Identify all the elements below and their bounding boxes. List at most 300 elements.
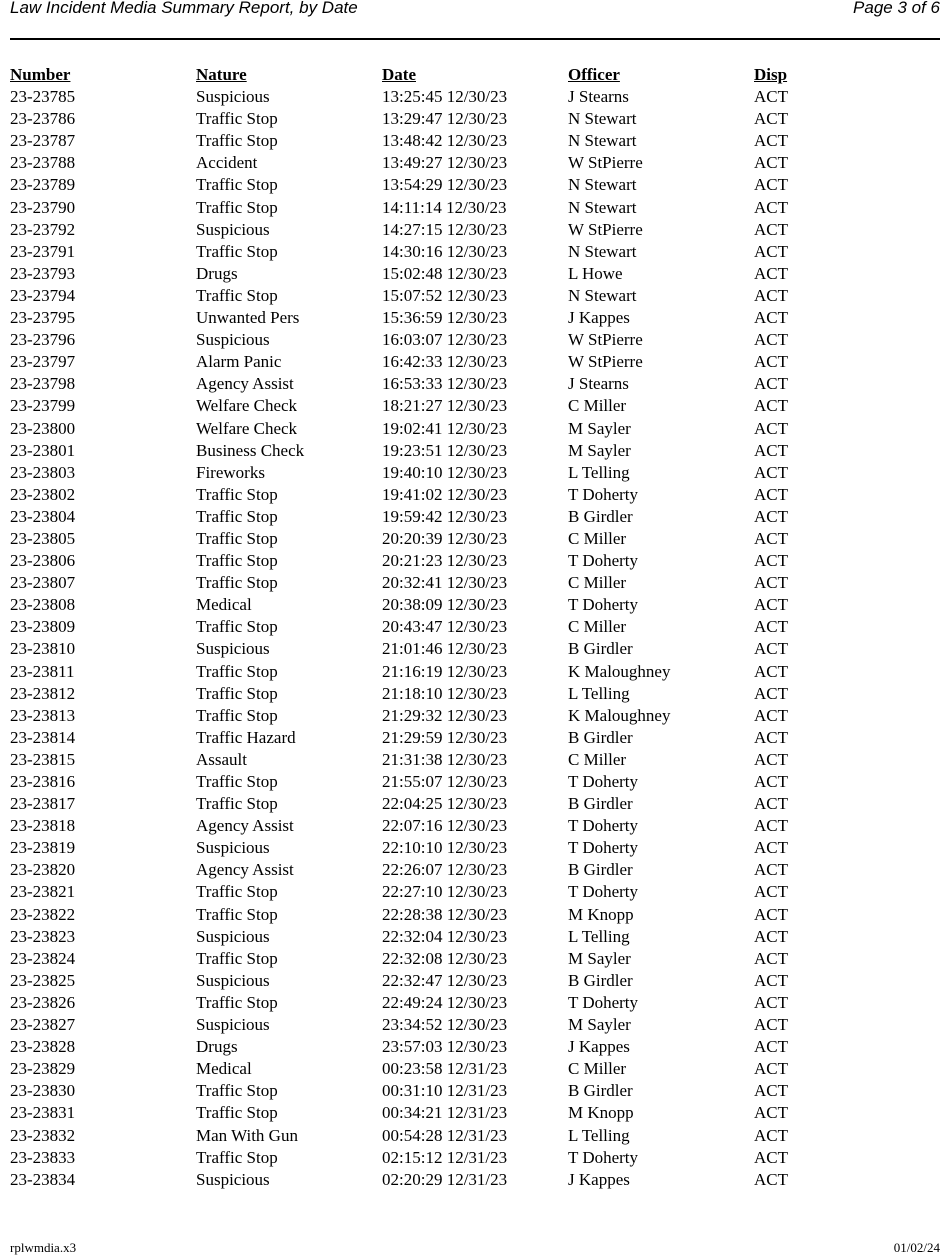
table-row [10,351,814,373]
table-row [10,771,814,793]
incident-officer: T Doherty [568,595,639,615]
incident-officer: M Knopp [568,904,634,924]
incident-date: 13:49:27 12/30/23 [382,153,508,173]
incident-nature: Suspicious [196,330,270,350]
incident-officer: J Kappes [568,1037,630,1057]
incident-number: 23-23831 [10,1103,76,1123]
incident-officer: J Kappes [568,308,630,328]
incident-officer: L Telling [568,1125,630,1145]
incident-number: 23-23806 [10,551,76,571]
incident-officer: M Sayler [568,418,631,438]
table-row [10,418,814,440]
table-row [10,1102,814,1124]
table-row [10,130,814,152]
column-header-disp: Disp [754,65,788,84]
incident-officer: M Sayler [568,1015,631,1035]
incident-disp: ACT [754,551,788,571]
incident-date: 13:25:45 12/30/23 [382,87,508,107]
incident-number: 23-23818 [10,816,76,836]
report-header [10,0,940,24]
incident-disp: ACT [754,263,788,283]
column-header-date: Date [382,65,416,84]
table-row [10,263,814,285]
incident-number: 23-23814 [10,727,76,747]
table-row [10,594,814,616]
incident-officer: B Girdler [568,639,633,659]
incident-nature: Traffic Stop [196,241,278,261]
table-row [10,705,814,727]
incident-number: 23-23816 [10,772,76,791]
table-row [10,373,814,395]
incident-officer: J Stearns [568,374,629,394]
incident-date: 13:29:47 12/30/23 [382,109,508,129]
table-row [10,1169,814,1191]
incident-disp: ACT [754,573,788,593]
incident-disp: ACT [754,197,788,217]
incident-disp: ACT [754,948,788,968]
incident-nature: Suspicious [196,838,270,858]
incident-disp: ACT [754,705,788,725]
incident-officer: B Girdler [568,727,633,747]
incident-date: 21:01:46 12/30/23 [382,639,508,659]
table-row [10,683,814,705]
column-header-nature: Nature [196,65,247,84]
incident-nature: Suspicious [196,926,270,946]
incident-number: 23-23785 [10,87,76,107]
incident-number: 23-23833 [10,1147,76,1167]
incident-date: 19:23:51 12/30/23 [382,440,508,460]
incident-nature: Unwanted Pers [196,308,300,328]
incident-nature: Traffic Hazard [196,727,296,747]
incident-number: 23-23794 [10,285,76,305]
incident-date: 02:15:12 12/31/23 [382,1147,508,1167]
incident-number: 23-23798 [10,374,76,394]
incident-disp: ACT [754,661,788,681]
incident-disp: ACT [754,175,788,195]
incident-number: 23-23789 [10,175,76,195]
incident-officer: W StPierre [568,153,643,173]
incident-officer: L Telling [568,683,630,703]
incident-disp: ACT [754,153,788,173]
incident-officer: B Girdler [568,1081,633,1101]
incident-table [10,64,814,1191]
incident-officer: K Maloughney [568,705,671,725]
table-row [10,1125,814,1147]
incident-number: 23-23803 [10,462,76,482]
incident-number: 23-23802 [10,484,76,504]
incident-nature: Medical [196,1059,252,1079]
incident-officer: C Miller [568,528,627,548]
incident-officer: T Doherty [568,551,639,571]
table-row [10,727,814,749]
incident-number: 23-23824 [10,948,76,968]
incident-nature: Traffic Stop [196,904,278,924]
incident-date: 16:53:33 12/30/23 [382,374,508,394]
table-row [10,793,814,815]
incident-nature: Traffic Stop [196,617,278,637]
incident-date: 14:27:15 12/30/23 [382,219,508,239]
incident-nature: Suspicious [196,639,270,659]
incident-disp: ACT [754,374,788,394]
incident-disp: ACT [754,1081,788,1101]
incident-date: 18:21:27 12/30/23 [382,396,508,416]
incident-disp: ACT [754,418,788,438]
incident-officer: N Stewart [568,241,637,261]
incident-disp: ACT [754,528,788,548]
incident-disp: ACT [754,683,788,703]
incident-number: 23-23827 [10,1015,76,1035]
incident-disp: ACT [754,838,788,858]
table-row [10,506,814,528]
incident-disp: ACT [754,639,788,659]
incident-date: 21:18:10 12/30/23 [382,683,508,703]
incident-number: 23-23817 [10,794,76,814]
incident-nature: Traffic Stop [196,794,278,814]
incident-disp: ACT [754,330,788,350]
incident-officer: C Miller [568,573,627,593]
incident-officer: W StPierre [568,352,643,372]
table-row [10,528,814,550]
incident-date: 21:31:38 12/30/23 [382,749,508,769]
incident-number: 23-23808 [10,595,76,615]
incident-officer: C Miller [568,396,627,416]
incident-nature: Welfare Check [196,396,298,416]
footer-print-date: 01/02/24 [893,1240,940,1255]
incident-officer: N Stewart [568,197,637,217]
incident-officer: N Stewart [568,109,637,129]
incident-disp: ACT [754,926,788,946]
table-row [10,926,814,948]
incident-officer: M Knopp [568,1103,634,1123]
incident-nature: Traffic Stop [196,551,278,571]
incident-nature: Traffic Stop [196,528,278,548]
table-row [10,197,814,219]
incident-disp: ACT [754,131,788,151]
incident-number: 23-23800 [10,418,76,438]
incident-disp: ACT [754,1147,788,1167]
incident-officer: J Stearns [568,87,629,107]
table-row [10,638,814,660]
incident-nature: Medical [196,595,252,615]
incident-date: 20:38:09 12/30/23 [382,595,508,615]
table-row [10,749,814,771]
incident-nature: Traffic Stop [196,882,278,902]
incident-nature: Traffic Stop [196,484,278,504]
incident-officer: C Miller [568,617,627,637]
incident-number: 23-23819 [10,838,76,858]
column-header-number: Number [10,65,71,84]
incident-nature: Suspicious [196,1015,270,1035]
incident-nature: Agency Assist [196,374,294,394]
incident-number: 23-23829 [10,1059,76,1079]
incident-number: 23-23788 [10,153,76,173]
table-row [10,108,814,130]
incident-number: 23-23813 [10,705,76,725]
incident-number: 23-23801 [10,440,76,460]
incident-date: 20:21:23 12/30/23 [382,551,508,571]
incident-officer: N Stewart [568,175,637,195]
incident-officer: C Miller [568,749,627,769]
incident-number: 23-23832 [10,1125,76,1145]
table-row [10,1036,814,1058]
incident-disp: ACT [754,241,788,261]
incident-disp: ACT [754,1103,788,1123]
table-row [10,285,814,307]
incident-nature: Traffic Stop [196,131,278,151]
table-row [10,395,814,417]
table-header-row [10,64,814,86]
incident-date: 19:02:41 12/30/23 [382,418,508,438]
incident-disp: ACT [754,484,788,504]
incident-number: 23-23786 [10,109,76,129]
incident-nature: Traffic Stop [196,772,278,791]
incident-disp: ACT [754,727,788,747]
table-row [10,550,814,572]
table-row [10,881,814,903]
incident-disp: ACT [754,1059,788,1079]
incident-number: 23-23796 [10,330,76,350]
incident-disp: ACT [754,1015,788,1035]
incident-number: 23-23810 [10,639,76,659]
incident-officer: W StPierre [568,330,643,350]
footer-report-id: rplwmdia.x3 [10,1240,77,1255]
incident-disp: ACT [754,308,788,328]
incident-date: 15:02:48 12/30/23 [382,263,508,283]
incident-date: 21:29:59 12/30/23 [382,727,508,747]
incident-disp: ACT [754,1037,788,1057]
incident-disp: ACT [754,219,788,239]
incident-nature: Traffic Stop [196,948,278,968]
table-row [10,661,814,683]
incident-officer: B Girdler [568,860,633,880]
incident-date: 16:03:07 12/30/23 [382,330,508,350]
incident-nature: Alarm Panic [196,352,282,372]
incident-number: 23-23793 [10,263,76,283]
incident-number: 23-23795 [10,308,76,328]
table-row [10,1014,814,1036]
incident-disp: ACT [754,749,788,769]
incident-nature: Drugs [196,263,238,283]
table-row [10,815,814,837]
incident-officer: C Miller [568,1059,627,1079]
table-row [10,219,814,241]
incident-officer: T Doherty [568,992,639,1012]
incident-officer: L Telling [568,926,630,946]
incident-disp: ACT [754,506,788,526]
incident-officer: B Girdler [568,970,633,990]
table-body [10,86,814,1191]
incident-nature: Man With Gun [196,1125,298,1145]
table-row [10,837,814,859]
incident-nature: Traffic Stop [196,573,278,593]
table-row [10,904,814,926]
incident-number: 23-23791 [10,241,76,261]
table-row [10,970,814,992]
incident-disp: ACT [754,595,788,615]
incident-date: 15:36:59 12/30/23 [382,308,508,328]
incident-nature: Traffic Stop [196,683,278,703]
incident-nature: Accident [196,153,258,173]
incident-nature: Suspicious [196,219,270,239]
table-row [10,86,814,108]
incident-nature: Fireworks [196,462,265,482]
incident-disp: ACT [754,992,788,1012]
incident-officer: M Sayler [568,948,631,968]
incident-disp: ACT [754,440,788,460]
header-rule [10,38,940,40]
table-row [10,616,814,638]
incident-number: 23-23815 [10,749,76,769]
incident-nature: Suspicious [196,1169,270,1189]
incident-nature: Traffic Stop [196,109,278,129]
table-row [10,1058,814,1080]
table-row [10,329,814,351]
incident-date: 20:32:41 12/30/23 [382,573,508,593]
table-row [10,859,814,881]
incident-number: 23-23804 [10,506,76,526]
incident-date: 21:16:19 12/30/23 [382,661,508,681]
incident-disp: ACT [754,109,788,129]
incident-number: 23-23828 [10,1037,76,1057]
incident-number: 23-23834 [10,1169,76,1189]
incident-officer: T Doherty [568,484,639,504]
incident-nature: Suspicious [196,970,270,990]
incident-officer: J Kappes [568,1169,630,1189]
incident-number: 23-23799 [10,396,76,416]
incident-officer: K Maloughney [568,661,671,681]
incident-officer: B Girdler [568,506,633,526]
incident-nature: Traffic Stop [196,1081,278,1101]
incident-number: 23-23809 [10,617,76,637]
incident-officer: T Doherty [568,1147,639,1167]
incident-number: 23-23822 [10,904,76,924]
incident-nature: Assault [196,749,247,769]
incident-officer: M Sayler [568,440,631,460]
incident-number: 23-23790 [10,197,76,217]
incident-nature: Traffic Stop [196,1147,278,1167]
incident-nature: Traffic Stop [196,197,278,217]
incident-nature: Agency Assist [196,816,294,836]
incident-date: 22:28:38 12/30/23 [382,904,508,924]
incident-date: 13:54:29 12/30/23 [382,175,508,195]
incident-disp: ACT [754,617,788,637]
incident-number: 23-23807 [10,573,76,593]
incident-number: 23-23820 [10,860,76,880]
table-row [10,152,814,174]
incident-disp: ACT [754,1169,788,1189]
incident-officer: T Doherty [568,816,639,836]
incident-number: 23-23787 [10,131,76,151]
incident-nature: Drugs [196,1037,238,1057]
incident-date: 23:34:52 12/30/23 [382,1015,508,1035]
incident-date: 22:10:10 12/30/23 [382,838,508,858]
incident-officer: T Doherty [568,838,639,858]
incident-date: 13:48:42 12/30/23 [382,131,508,151]
incident-date: 00:23:58 12/31/23 [382,1059,508,1079]
incident-date: 22:32:47 12/30/23 [382,970,508,990]
incident-officer: L Telling [568,462,630,482]
incident-disp: ACT [754,352,788,372]
incident-disp: ACT [754,772,788,791]
incident-nature: Business Check [196,440,305,460]
incident-date: 22:26:07 12/30/23 [382,860,508,880]
incident-number: 23-23797 [10,352,76,372]
table-row [10,992,814,1014]
incident-officer: W StPierre [568,219,643,239]
incident-date: 22:32:04 12/30/23 [382,926,508,946]
incident-officer: N Stewart [568,285,637,305]
table-row [10,572,814,594]
incident-date: 20:20:39 12/30/23 [382,528,508,548]
incident-disp: ACT [754,285,788,305]
incident-number: 23-23811 [10,661,75,681]
incident-date: 00:34:21 12/31/23 [382,1103,508,1123]
incident-date: 22:49:24 12/30/23 [382,992,508,1012]
table-row [10,440,814,462]
table-row [10,307,814,329]
incident-date: 02:20:29 12/31/23 [382,1169,508,1189]
incident-officer: T Doherty [568,882,639,902]
incident-disp: ACT [754,794,788,814]
incident-date: 20:43:47 12/30/23 [382,617,508,637]
incident-date: 19:41:02 12/30/23 [382,484,508,504]
incident-disp: ACT [754,396,788,416]
incident-date: 21:29:32 12/30/23 [382,705,508,725]
incident-nature: Traffic Stop [196,175,278,195]
incident-date: 22:27:10 12/30/23 [382,882,508,902]
incident-disp: ACT [754,970,788,990]
incident-date: 22:07:16 12/30/23 [382,816,508,836]
incident-disp: ACT [754,87,788,107]
incident-number: 23-23792 [10,219,76,239]
incident-date: 15:07:52 12/30/23 [382,285,508,305]
incident-nature: Traffic Stop [196,506,278,526]
incident-date: 00:31:10 12/31/23 [382,1081,508,1101]
incident-date: 14:11:14 12/30/23 [382,197,507,217]
column-header-officer: Officer [568,65,620,84]
incident-date: 23:57:03 12/30/23 [382,1037,508,1057]
incident-number: 23-23825 [10,970,76,990]
incident-number: 23-23826 [10,992,76,1012]
incident-number: 23-23805 [10,528,76,548]
incident-nature: Traffic Stop [196,285,278,305]
incident-officer: L Howe [568,263,623,283]
incident-nature: Traffic Stop [196,661,278,681]
incident-number: 23-23830 [10,1081,76,1101]
report-title: Law Incident Media Summary Report, by Date [10,0,358,17]
incident-disp: ACT [754,1125,788,1145]
incident-number: 23-23812 [10,683,76,703]
table-row [10,241,814,263]
incident-nature: Welfare Check [196,418,298,438]
incident-date: 16:42:33 12/30/23 [382,352,508,372]
table-row [10,1080,814,1102]
incident-nature: Agency Assist [196,860,294,880]
table-row [10,1147,814,1169]
incident-date: 19:59:42 12/30/23 [382,506,508,526]
incident-date: 22:32:08 12/30/23 [382,948,508,968]
incident-nature: Traffic Stop [196,992,278,1012]
incident-disp: ACT [754,882,788,902]
incident-disp: ACT [754,462,788,482]
incident-date: 22:04:25 12/30/23 [382,794,508,814]
incident-disp: ACT [754,860,788,880]
incident-disp: ACT [754,816,788,836]
incident-nature: Suspicious [196,87,270,107]
incident-date: 21:55:07 12/30/23 [382,772,508,791]
table-row [10,484,814,506]
incident-nature: Traffic Stop [196,705,278,725]
